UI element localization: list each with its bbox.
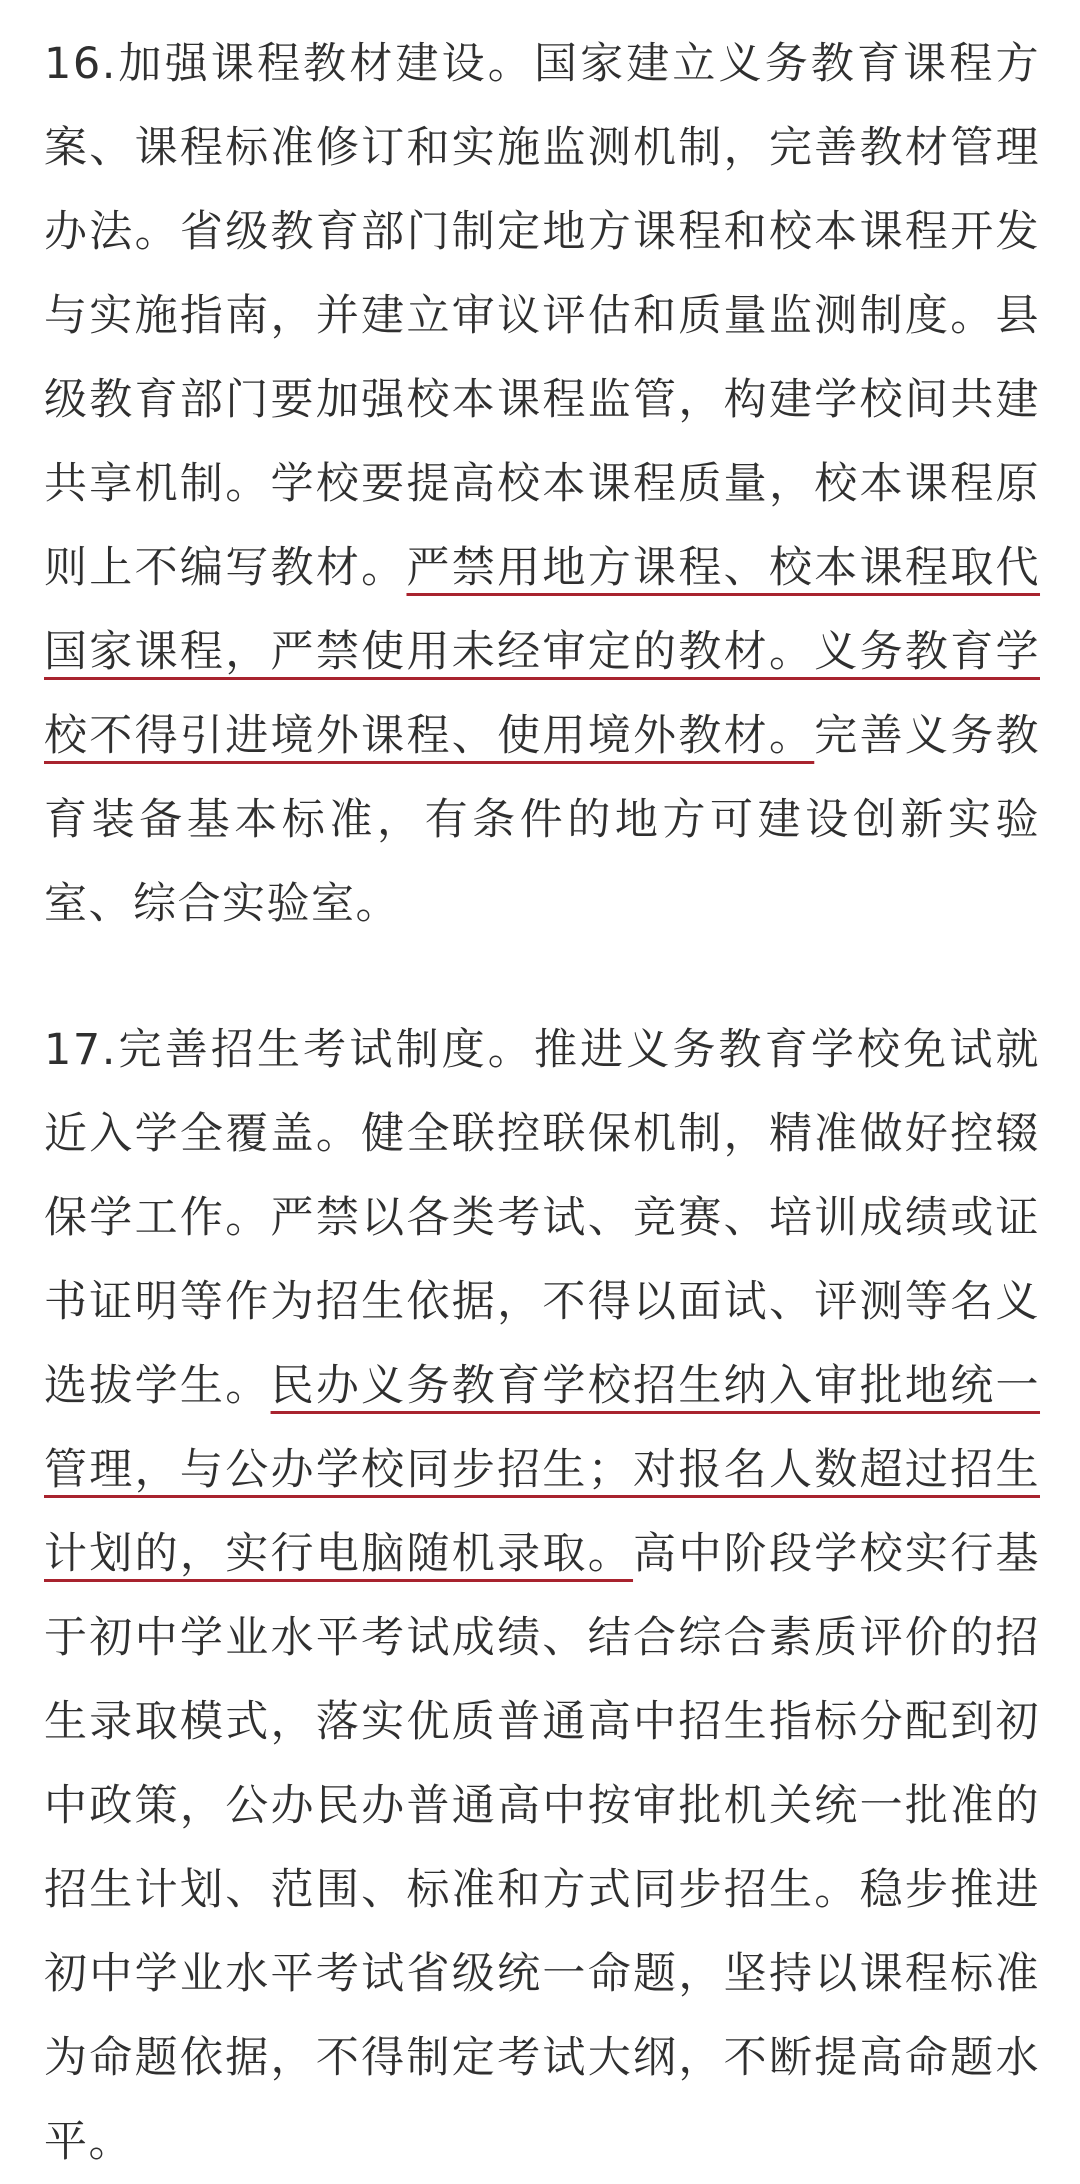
paragraph-16-curriculum-materials xyxy=(44,22,1040,946)
underlined-highlight: 严禁用地方课程、校本课程取代国家课程，严禁使用未经审定的教材。义务教育学校不得引进境外课程、使用境外教材。 xyxy=(44,543,1041,761)
text-segment: 完善义务教育装备基本标准，有条件的地方可建设创新实验室、综合实验室。 xyxy=(44,711,1041,929)
underlined-highlight: 民办义务教育学校招生纳入审批地统一管理，与公办学校同步招生；对报名人数超过招生计划的，实行电脑随机录取。 xyxy=(44,1361,1041,1579)
text-segment: 16.加强课程教材建设。国家建立义务教育课程方案、课程标准修订和实施监测机制，完善教材管理办法。省级教育部门制定地方课程和校本课程开发与实施指南，并建立审议评估和质量监测制度。县级教育部门要加强校本课程监管，构建学校间共建共享机制。学校要提高校本课程质量，校本课程原则上不编写教材。 xyxy=(44,39,1040,593)
text-segment: 高中阶段学校实行基于初中学业水平考试成绩、结合综合素质评价的招生录取模式，落实优质普通高中招生指标分配到初中政策，公办民办普通高中按审批机关统一批准的招生计划、范围、标准和方式同步招生。稳步推进初中学业水平考试省级统一命题，坚持以课程标准为命题依据，不得制定考试大纲，不断提高命题水平。 xyxy=(44,1529,1041,2167)
text-segment: 17.完善招生考试制度。推进义务教育学校免试就近入学全覆盖。健全联控联保机制，精准做好控辍保学工作。严禁以各类考试、竞赛、培训成绩或证书证明等作为招生依据，不得以面试、评测等名义选拔学生。 xyxy=(44,1025,1040,1411)
paragraph-17-enrollment-exams xyxy=(44,1008,1040,2184)
